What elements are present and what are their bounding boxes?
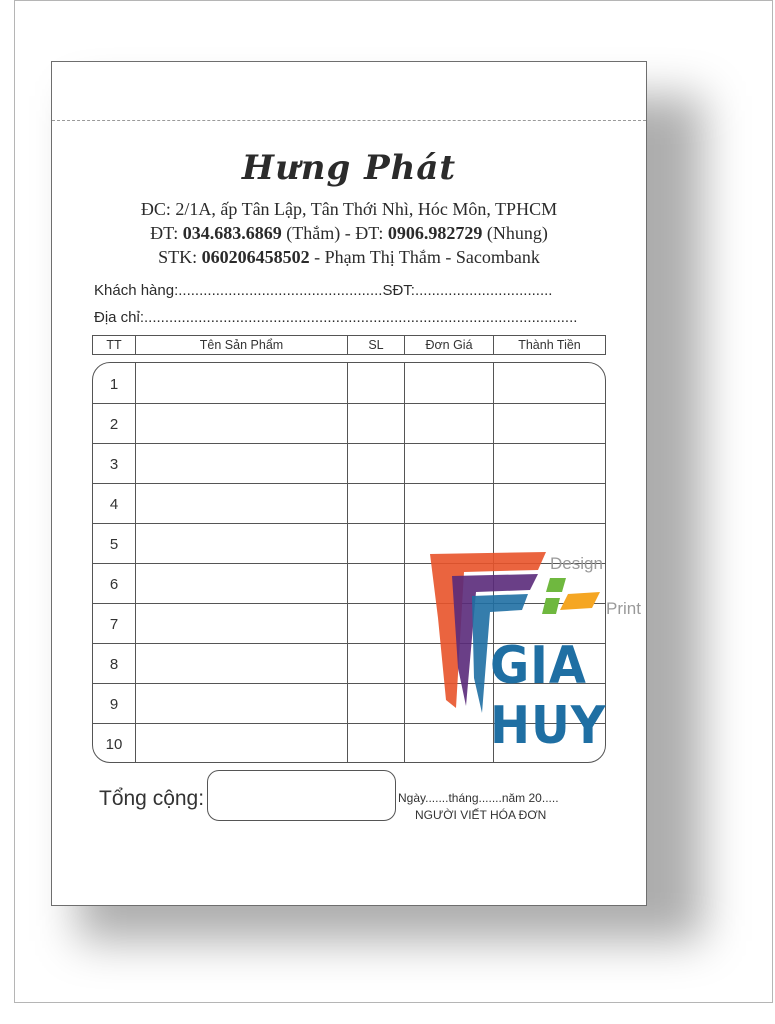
row-number: 9 [109, 696, 119, 713]
shop-address: ĐC: 2/1A, ấp Tân Lập, Tân Thới Nhì, Hóc Môn, TPHCM [140, 199, 558, 219]
col-amount-header: Thành Tiền [493, 335, 606, 355]
row-number: 6 [109, 576, 119, 593]
shop-phones [52, 223, 646, 244]
phone2-name: (Nhung) [482, 223, 548, 243]
watermark-print: Print [606, 599, 641, 618]
row-number: 10 [105, 736, 123, 753]
row-number: 1 [109, 376, 119, 393]
gia-huy-watermark [428, 548, 728, 756]
bank-number: 060206458502 [201, 247, 310, 267]
row-divider [93, 443, 605, 444]
row-number: 3 [109, 456, 119, 473]
row-number: 2 [109, 416, 119, 433]
row-number: 4 [109, 496, 119, 513]
phone1-name: (Thắm) - [281, 223, 356, 243]
row-divider [93, 403, 605, 404]
bank-label: STK: [158, 247, 202, 267]
col-product-header: Tên Sản Phẩm [135, 335, 348, 355]
row-number: 8 [109, 656, 119, 673]
address-field[interactable]: Địa chỉ:........................................................................................................ [94, 309, 578, 326]
row-divider [93, 523, 605, 524]
shop-name: Hưng Phát [241, 148, 457, 188]
bank-rest: - Phạm Thị Thắm - Sacombank [309, 247, 540, 267]
perforation-line [52, 120, 646, 121]
row-number: 7 [109, 616, 119, 633]
total-label: Tổng cộng: [99, 787, 205, 810]
shop-bank [52, 247, 646, 268]
watermark-brand: GIA HUY [490, 636, 607, 756]
row-divider [93, 483, 605, 484]
watermark-design: Design [550, 554, 603, 573]
signer-label: NGƯỜI VIẾT HÓA ĐƠN [415, 808, 547, 822]
col-qty-header: SL [347, 335, 405, 355]
row-number: 5 [109, 536, 119, 553]
phone2-label: ĐT: [355, 223, 388, 243]
col-tt-header: TT [92, 335, 136, 355]
date-line: Ngày.......tháng.......năm 20..... [398, 791, 559, 805]
phone1-label: ĐT: [150, 223, 183, 243]
total-input[interactable] [207, 770, 396, 821]
col-price-header: Đơn Giá [404, 335, 494, 355]
phone2-number: 0906.982729 [387, 223, 483, 243]
phone1-number: 034.683.6869 [182, 223, 282, 243]
customer-field[interactable]: Khách hàng:.................................................SĐT:................................. [94, 282, 553, 299]
invoice-sheet [51, 61, 647, 906]
